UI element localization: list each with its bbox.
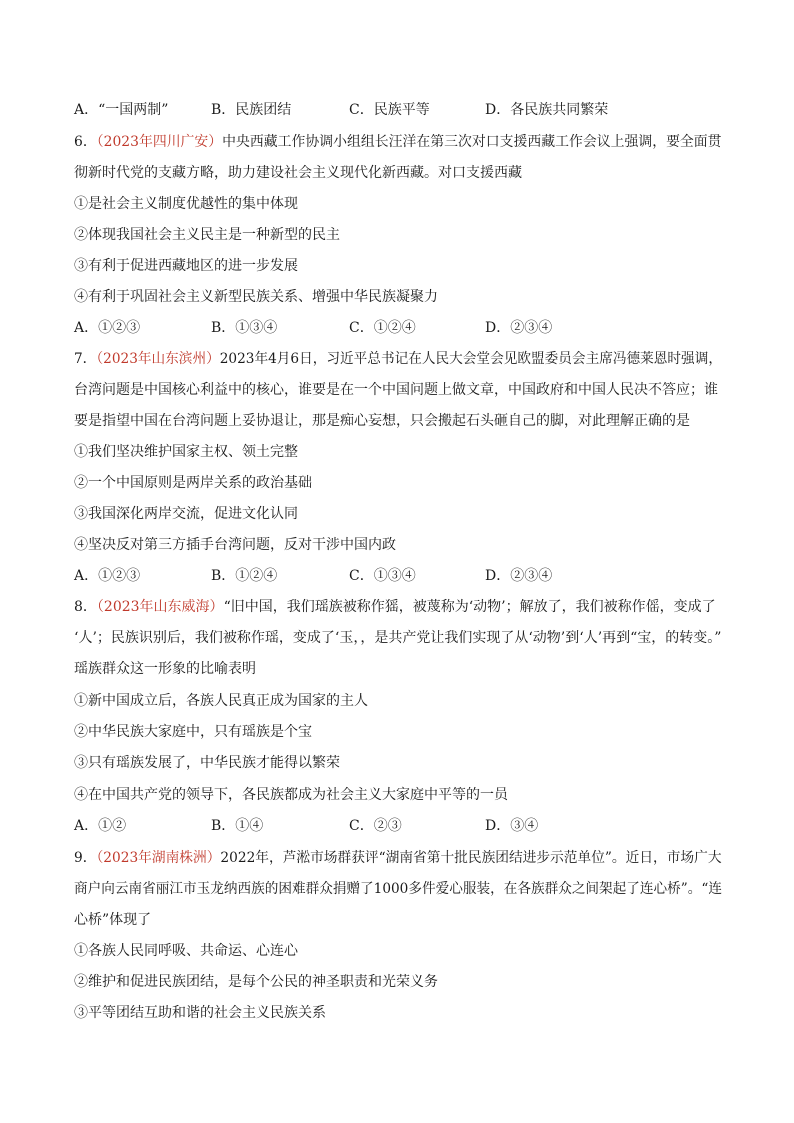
- q6-options: [74, 318, 724, 338]
- q7-option-d[interactable]: D．②③④: [485, 568, 553, 584]
- q7-item-4: ④坚决反对第三方插手台湾问题，反对干涉中国内政: [74, 537, 396, 553]
- q8-option-c[interactable]: C．②③: [349, 818, 402, 834]
- q8-stem-line3: 瑶族群众这一形象的比喻表明: [74, 661, 256, 677]
- q6-item-4: ④有利于巩固社会主义新型民族关系、增强中华民族凝聚力: [74, 289, 438, 305]
- q9-stem-line2: 商户向云南省丽江市玉龙纳西族的困难群众捐赠了1000多件爱心服装，在各族群众之间架起了连心桥”。“连: [74, 881, 722, 897]
- q6-option-d[interactable]: D．②③④: [485, 320, 553, 336]
- q7-item-1: ①我们坚决维护国家主权、领土完整: [74, 444, 298, 460]
- q6-stem-line2: 彻新时代党的支藏方略，助力建设社会主义现代化新西藏。对口支援西藏: [74, 165, 522, 181]
- q9-item-1: ①各族人民同呼吸、共命运、心连心: [74, 943, 298, 959]
- q7-number: 7．: [74, 351, 97, 367]
- q7-item-2: ②一个中国原则是两岸关系的政治基础: [74, 475, 312, 491]
- q8-option-a[interactable]: A．①②: [74, 818, 127, 834]
- q9-stem-line1: [74, 848, 722, 868]
- q6-source: （2023年四川广安）: [96, 134, 223, 150]
- q9-stem-line3: 心桥”体现了: [74, 912, 152, 928]
- q9-source: （2023年湖南株洲）: [96, 850, 221, 866]
- q5-options: [74, 100, 724, 120]
- q7-option-a[interactable]: A．①②③: [74, 568, 141, 584]
- q8-option-b[interactable]: B．①④: [211, 818, 264, 834]
- q6-item-3: ③有利于促进西藏地区的进一步发展: [74, 258, 298, 274]
- q9-item-2: ②维护和促进民族团结，是每个公民的神圣职责和光荣义务: [74, 974, 438, 990]
- q6-item-1: ①是社会主义制度优越性的集中体现: [74, 196, 298, 212]
- q8-number: 8．: [74, 599, 97, 615]
- q5-option-c[interactable]: C．民族平等: [349, 102, 430, 118]
- q5-option-a[interactable]: A．“一国两制”: [74, 102, 169, 118]
- q8-item-4: ④在中国共产党的领导下，各民族都成为社会主义大家庭中平等的一员: [74, 787, 508, 803]
- q9-number: 9．: [74, 850, 97, 866]
- q8-item-1: ①新中国成立后，各族人民真正成为国家的主人: [74, 693, 368, 709]
- q8-item-2: ②中华民族大家庭中，只有瑶族是个宝: [74, 724, 312, 740]
- q7-options: [74, 566, 724, 586]
- q5-option-d[interactable]: D．各民族共同繁荣: [485, 102, 609, 118]
- q7-stem-line3: 要是指望中国在台湾问题上妥协退让，那是痴心妄想，只会搬起石头砸自己的脚，对此理解正确的是: [74, 413, 690, 429]
- q9-item-3: ③平等团结互助和谐的社会主义民族关系: [74, 1005, 326, 1021]
- q8-option-d[interactable]: D．③④: [485, 818, 539, 834]
- q6-option-c[interactable]: C．①②④: [349, 320, 416, 336]
- q5-option-b[interactable]: B．民族团结: [211, 102, 292, 118]
- q8-source: （2023年山东威海）: [96, 599, 224, 615]
- q6-option-b[interactable]: B．①③④: [211, 320, 278, 336]
- q7-option-c[interactable]: C．①③④: [349, 568, 416, 584]
- q7-stem-line1: [74, 349, 722, 369]
- q9-stem-text: 2022年，芦淞市场群获评“湖南省第十批民族团结进步示范单位”。近日，市场广大: [220, 850, 722, 866]
- q8-item-3: ③只有瑶族发展了，中华民族才能得以繁荣: [74, 755, 340, 771]
- q7-source: （2023年山东滨州）: [96, 351, 220, 367]
- q8-options: [74, 816, 724, 836]
- q8-stem-text: “旧中国，我们瑶族被称作猺，被蔑称为‘动物’；解放了，我们被称作傜，变成了: [223, 599, 716, 615]
- q8-stem-line1: [74, 597, 716, 617]
- q6-number: 6．: [74, 134, 97, 150]
- q7-option-b[interactable]: B．①②④: [211, 568, 278, 584]
- q6-stem-line1: [74, 132, 722, 152]
- q8-stem-line2: ‘人’；民族识别后，我们被称作瑶，变成了‘玉，，是共产党让我们实现了从‘动物’到‘人’再到“宝，的转变。”: [74, 630, 722, 646]
- q6-stem-text: 中央西藏工作协调小组组长汪洋在第三次对口支援西藏工作会议上强调，要全面贯: [222, 134, 722, 150]
- q6-item-2: ②体现我国社会主义民主是一种新型的民主: [74, 227, 340, 243]
- q7-item-3: ③我国深化两岸交流，促进文化认同: [74, 506, 298, 522]
- q7-stem-text: 2023年4月6日，习近平总书记在人民大会堂会见欧盟委员会主席冯德莱恩时强调，: [219, 351, 722, 367]
- q6-option-a[interactable]: A．①②③: [74, 320, 141, 336]
- q7-stem-line2: 台湾问题是中国核心利益中的核心，谁要是在一个中国问题上做文章，中国政府和中国人民决不答应；谁: [74, 382, 718, 398]
